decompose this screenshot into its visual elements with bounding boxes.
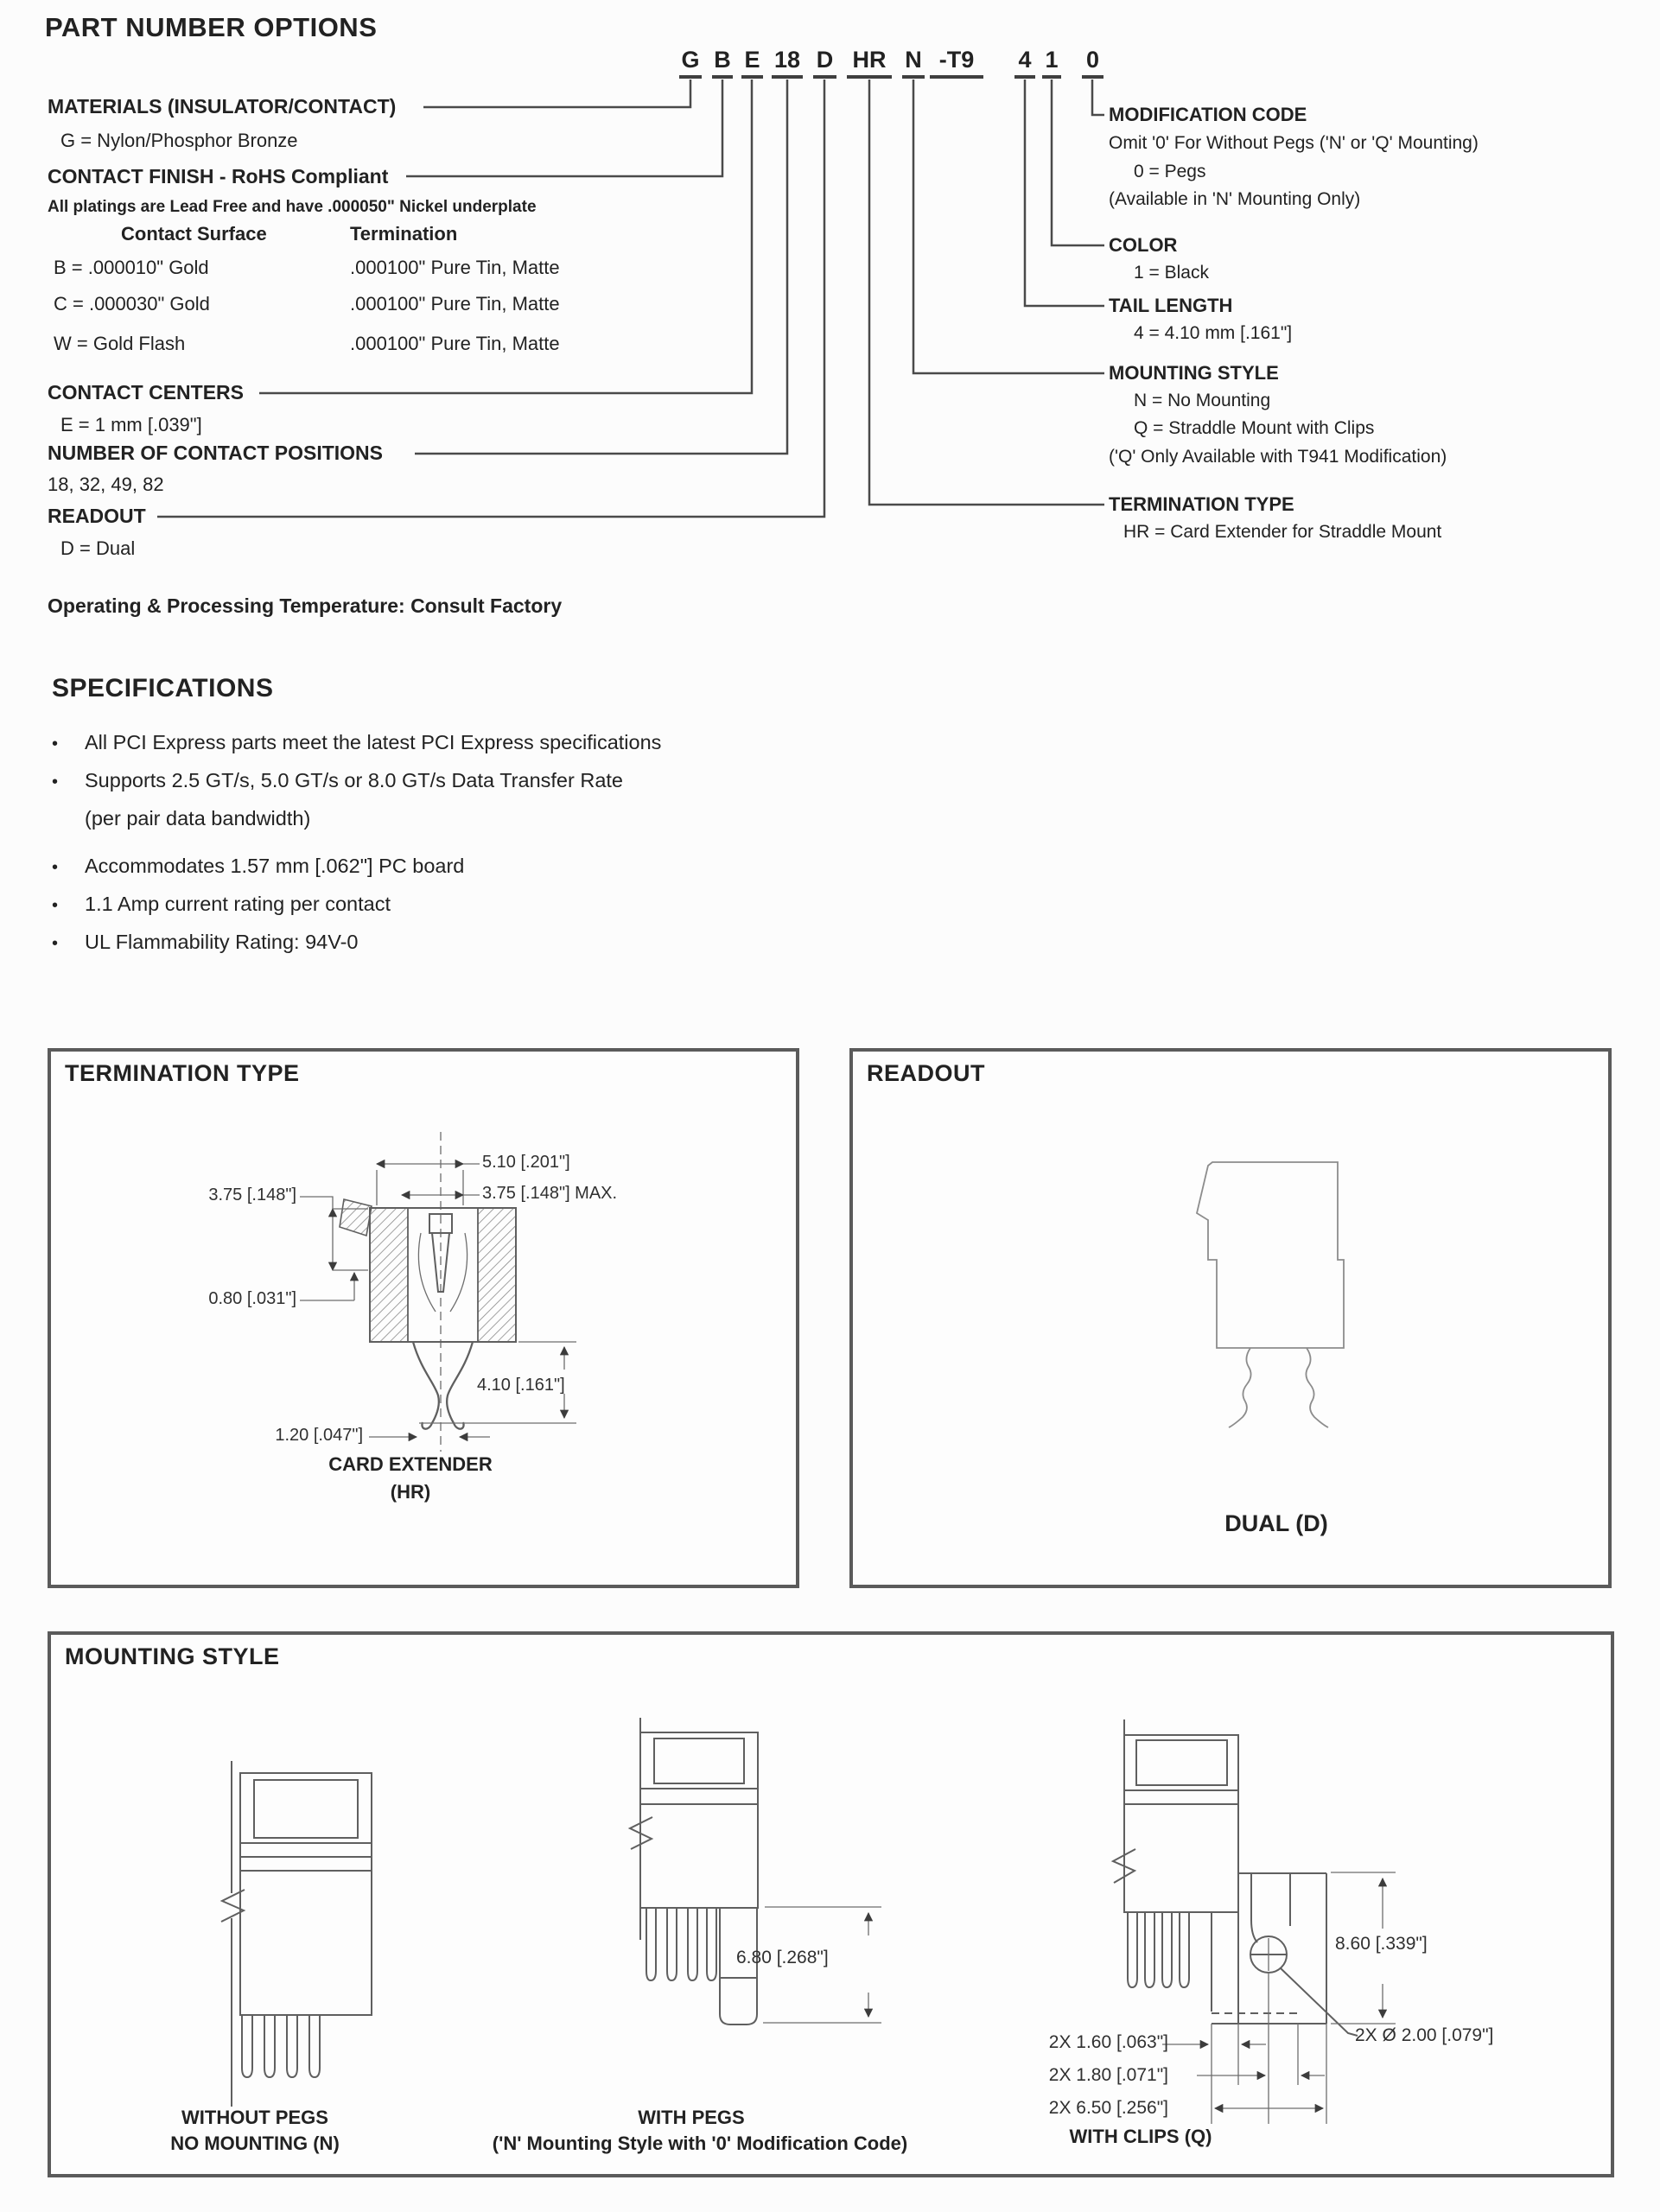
dim-width-max-label: 3.75 [.148"] MAX. [482,1184,618,1203]
specifications-section [52,674,899,969]
spec-bullet [52,855,899,878]
with-clips-drawing [1113,1719,1396,2124]
dim-slot-label: 1.20 [.047"] [275,1426,363,1445]
readout-heading: READOUT [48,505,146,527]
finish-note: All platings are Lead Free and have .000050" Nickel underplate [48,198,537,216]
readout-value: D = Dual [60,537,136,559]
pn-seg-pegs: 0 [1082,47,1103,79]
finish-row-termination: .000100" Pure Tin, Matte [350,293,560,315]
no-mounting-drawing [221,1761,372,2107]
finish-col-surface: Contact Surface [121,223,267,245]
materials-value: G = Nylon/Phosphor Bronze [60,130,298,151]
spec-bullet [52,731,899,754]
spec-text: Accommodates 1.57 mm [.062"] PC board [85,855,465,877]
dual-readout-drawing [849,1048,1605,1581]
clip-hole-dim: 2X Ø 2.00 [.079"] [1355,2025,1494,2045]
dim-offset-label: 0.80 [.031"] [208,1289,296,1308]
finish-row-surface: B = .000010" Gold [54,257,209,278]
with-pegs-drawing [630,1718,881,2024]
with-pegs-note: ('N' Mounting Style with '0' Modification Code) [492,2133,908,2154]
spec-bullet [52,769,899,792]
mounting-value2: Q = Straddle Mount with Clips [1134,418,1375,438]
finish-col-termination: Termination [350,223,458,245]
card-extender-code: (HR) [390,1481,431,1503]
clip-dim-1: 2X 1.60 [.063"] [1048,2032,1168,2052]
finish-row-termination: .000100" Pure Tin, Matte [350,257,560,278]
pn-seg-tail: 4 [1014,47,1035,79]
finish-row-termination: .000100" Pure Tin, Matte [350,333,560,354]
no-mounting-caption: NO MOUNTING (N) [170,2133,340,2154]
bullet-icon [52,769,85,792]
pn-seg-readout: D [813,47,836,79]
page-title: PART NUMBER OPTIONS [45,12,378,42]
spec-bullet-continuation [52,807,899,830]
mounting-note: ('Q' Only Available with T941 Modification) [1109,447,1447,467]
without-pegs-caption: WITHOUT PEGS [181,2107,328,2128]
centers-value: E = 1 mm [.039"] [60,414,202,435]
dim-height-label: 3.75 [.148"] [208,1185,296,1205]
termination-value: HR = Card Extender for Straddle Mount [1123,522,1442,542]
tail-heading: TAIL LENGTH [1109,295,1233,316]
spec-text: UL Flammability Rating: 94V-0 [85,931,359,953]
with-clips-caption: WITH CLIPS (Q) [1069,2126,1212,2147]
readout-box-title: READOUT [867,1060,985,1086]
specifications-heading: SPECIFICATIONS [52,674,274,702]
pn-seg-centers: E [741,47,763,79]
spec-bullet [52,931,899,954]
pegs-height-dim: 6.80 [.268"] [736,1948,829,1967]
pn-seg-materials: G [679,47,702,79]
bullet-icon [52,807,85,830]
spec-text: (per pair data bandwidth) [85,807,311,830]
bullet-icon [52,931,85,954]
pn-seg-positions: 18 [772,47,803,79]
clip-dim-3: 2X 6.50 [.256"] [1048,2098,1168,2118]
part-number-leader-lines [0,0,1660,605]
mounting-value1: N = No Mounting [1134,391,1271,410]
spec-bullet [52,893,899,916]
pn-seg-finish: B [712,47,733,79]
spec-text: Supports 2.5 GT/s, 5.0 GT/s or 8.0 GT/s Data Transfer Rate [85,769,623,791]
materials-heading: MATERIALS (INSULATOR/CONTACT) [48,95,397,118]
positions-heading: NUMBER OF CONTACT POSITIONS [48,442,384,464]
termination-heading: TERMINATION TYPE [1109,493,1294,515]
bullet-icon [52,893,85,916]
spec-text: All PCI Express parts meet the latest PCI Express specifications [85,731,662,753]
modification-heading: MODIFICATION CODE [1109,104,1307,125]
clip-height-dim: 8.60 [.339"] [1335,1934,1428,1954]
with-pegs-caption: WITH PEGS [638,2107,745,2128]
spec-text: 1.1 Amp current rating per contact [85,893,391,915]
mounting-style-drawings [48,1631,1607,2171]
modification-line1: Omit '0' For Without Pegs ('N' or 'Q' Mounting) [1109,133,1479,153]
mounting-heading: MOUNTING STYLE [1109,362,1279,384]
termination-box-title: TERMINATION TYPE [65,1060,300,1086]
bullet-icon [52,731,85,754]
dual-caption: DUAL (D) [1224,1510,1328,1536]
temperature-note: Operating & Processing Temperature: Consult Factory [48,594,563,617]
finish-row-surface: C = .000030" Gold [54,293,210,315]
clip-dim-2: 2X 1.80 [.071"] [1048,2065,1168,2085]
finish-heading: CONTACT FINISH - RoHS Compliant [48,165,389,188]
color-value: 1 = Black [1134,263,1209,283]
mounting-box-title: MOUNTING STYLE [65,1643,280,1669]
tail-value: 4 = 4.10 mm [.161"] [1134,323,1293,343]
card-extender-caption: CARD EXTENDER [328,1453,493,1475]
centers-heading: CONTACT CENTERS [48,381,245,404]
pn-seg-mounting: N [902,47,925,79]
dim-width-label: 5.10 [.201"] [482,1153,570,1172]
color-heading: COLOR [1109,234,1178,256]
modification-line3: (Available in 'N' Mounting Only) [1109,189,1361,209]
dim-tail-label: 4.10 [.161"] [477,1376,565,1395]
pn-seg-termination: HR [847,47,892,79]
pn-seg-color: 1 [1042,47,1061,79]
bullet-icon [52,855,85,878]
modification-line2: 0 = Pegs [1134,162,1206,181]
pn-seg-modification: -T9 [930,47,983,79]
positions-value: 18, 32, 49, 82 [48,474,164,495]
finish-row-surface: W = Gold Flash [54,333,186,354]
